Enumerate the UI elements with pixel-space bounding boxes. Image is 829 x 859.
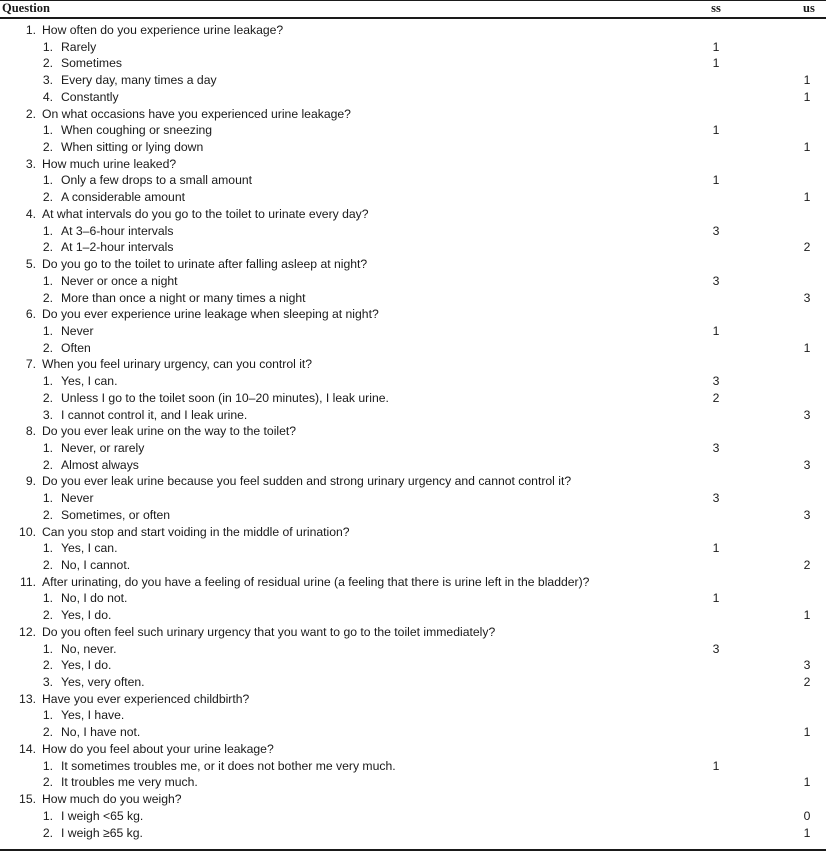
option-text: No, I have not. [61,725,141,740]
question-text: How often do you experience urine leakage? [42,23,284,37]
option-text: I weigh <65 kg. [61,808,144,823]
option-text: Yes, very often. [61,675,145,690]
us-score: 3 [803,658,811,673]
option-text: Yes, I can. [61,541,118,556]
ss-score: 1 [712,758,720,773]
option-row [0,72,829,89]
option-row [0,139,829,156]
option-row [0,172,829,189]
us-score: 1 [803,608,811,623]
question-text: Can you stop and start voiding in the middle of urination? [42,524,350,539]
question-row [0,624,829,641]
option-row [0,724,829,741]
option-text: Sometimes [61,56,122,71]
ss-score: 1 [712,591,720,606]
question-row [0,574,829,591]
question-row [0,22,829,39]
option-row [0,540,829,557]
option-row [0,223,829,240]
option-row [0,440,829,457]
table-header-rule [0,17,826,19]
ss-score: 1 [712,123,720,138]
question-text: After urinating, do you have a feeling of residual urine (a feeling that there is urine left in the bladder)? [42,574,590,589]
question-number: 12. [19,624,36,639]
option-text: I weigh ≥65 kg. [61,825,143,840]
option-text: Yes, I can. [61,374,118,389]
option-number: 2. [42,140,53,155]
option-number: 4. [42,89,53,104]
question-text: Do you often feel such urinary urgency that you want to go to the toilet immediately? [42,624,496,639]
question-number: 9. [25,474,36,489]
question-row [0,206,829,223]
option-text: Unless I go to the toilet soon (in 10–20 minutes), I leak urine. [61,390,389,405]
option-text: When sitting or lying down [61,140,204,155]
option-number: 1. [42,323,53,338]
option-number: 2. [42,56,53,71]
option-text: Yes, I have. [61,708,125,723]
option-number: 1. [42,758,53,773]
question-row [0,741,829,758]
option-number: 1. [42,374,53,389]
option-row [0,457,829,474]
question-number: 4. [25,206,36,221]
option-number: 1. [42,491,53,506]
option-number: 2. [42,725,53,740]
us-score: 1 [803,190,811,205]
option-row [0,373,829,390]
option-row [0,490,829,507]
us-score: 3 [803,290,811,305]
option-text: Only a few drops to a small amount [61,173,253,188]
option-row [0,590,829,607]
option-row [0,89,829,106]
option-number: 2. [42,340,53,355]
option-text: Every day, many times a day [61,73,217,88]
header-question: Question [2,1,50,15]
option-number: 1. [42,273,53,288]
question-number: 11. [19,574,36,589]
option-text: Sometimes, or often [61,507,171,522]
option-row [0,607,829,624]
option-row [0,657,829,674]
question-number: 13. [19,691,36,706]
question-row [0,256,829,273]
us-score: 1 [803,775,811,790]
option-number: 1. [42,123,53,138]
option-row [0,557,829,574]
option-row [0,323,829,340]
option-number: 2. [42,608,53,623]
option-text: At 3–6-hour intervals [61,223,174,238]
option-row [0,290,829,307]
option-text: No, never. [61,641,117,656]
option-number: 2. [42,507,53,522]
option-row [0,122,829,139]
option-row [0,641,829,658]
question-row [0,356,829,373]
question-text: At what intervals do you go to the toilet to urinate every day? [42,206,369,221]
option-row [0,808,829,825]
option-text: Almost always [61,457,139,472]
question-text: Have you ever experienced childbirth? [42,691,250,706]
us-score: 1 [803,725,811,740]
option-number: 2. [42,240,53,255]
ss-score: 3 [712,440,720,455]
option-row [0,825,829,842]
option-number: 3. [42,407,53,422]
option-text: Never or once a night [61,273,178,288]
option-number: 2. [42,390,53,405]
option-text: Never, or rarely [61,440,145,455]
option-number: 1. [42,708,53,723]
option-row [0,774,829,791]
option-number: 2. [42,290,53,305]
question-row [0,306,829,323]
option-row [0,674,829,691]
option-row [0,239,829,256]
option-number: 2. [42,825,53,840]
question-number: 14. [19,741,36,756]
option-number: 1. [42,223,53,238]
question-number: 6. [25,307,36,322]
question-row [0,156,829,173]
question-number: 1. [25,23,36,37]
header-ss: ss [711,1,721,15]
option-text: When coughing or sneezing [61,123,213,138]
question-text: How much urine leaked? [42,156,177,171]
us-score: 3 [803,457,811,472]
option-text: Yes, I do. [61,608,112,623]
option-number: 2. [42,558,53,572]
ss-score: 1 [712,39,720,54]
question-row [0,791,829,808]
ss-score: 2 [712,390,720,405]
question-text: How do you feel about your urine leakage? [42,741,274,756]
ss-score: 1 [712,323,720,338]
question-number: 8. [25,424,36,439]
us-score: 2 [803,675,811,690]
question-text: On what occasions have you experienced urine leakage? [42,106,351,121]
option-text: Yes, I do. [61,658,112,673]
ss-score: 3 [712,273,720,288]
option-row [0,507,829,524]
option-number: 1. [42,173,53,188]
option-text: It sometimes troubles me, or it does not bother me very much. [61,758,396,773]
question-number: 15. [19,792,36,807]
table-top-rule [0,0,826,1]
us-score: 2 [803,558,811,572]
question-row [0,691,829,708]
option-text: Never [61,491,94,506]
option-row [0,189,829,206]
ss-score: 1 [712,173,720,188]
us-score: 1 [803,89,811,104]
option-text: Constantly [61,89,119,104]
question-text: Do you ever leak urine on the way to the toilet? [42,424,297,439]
question-row [0,106,829,123]
option-text: No, I cannot. [61,558,131,572]
ss-score: 3 [712,223,720,238]
option-text: I cannot control it, and I leak urine. [61,407,248,422]
question-row [0,473,829,490]
table-bottom-rule [0,849,826,851]
option-row [0,273,829,290]
option-row [0,39,829,56]
option-text: A considerable amount [61,190,185,205]
option-number: 2. [42,457,53,472]
us-score: 3 [803,507,811,522]
option-row [0,758,829,775]
option-number: 3. [42,675,53,690]
question-number: 10. [19,524,36,539]
us-score: 1 [803,73,811,88]
ss-score: 3 [712,491,720,506]
option-text: Rarely [61,39,97,54]
option-text: More than once a night or many times a night [61,290,306,305]
option-number: 2. [42,190,53,205]
us-score: 1 [803,340,811,355]
option-text: Never [61,323,94,338]
option-text: At 1–2-hour intervals [61,240,174,255]
question-text: Do you go to the toilet to urinate after falling asleep at night? [42,257,368,272]
option-row [0,390,829,407]
option-row [0,55,829,72]
us-score: 1 [803,140,811,155]
option-number: 2. [42,658,53,673]
us-score: 1 [803,825,811,840]
question-text: When you feel urinary urgency, can you control it? [42,357,313,372]
ss-score: 3 [712,641,720,656]
option-text: Often [61,340,91,355]
option-number: 2. [42,775,53,790]
question-text: Do you ever leak urine because you feel sudden and strong urinary urgency and cannot control it? [42,474,572,489]
option-row [0,407,829,424]
table-body [0,22,829,841]
option-number: 1. [42,808,53,823]
ss-score: 1 [712,541,720,556]
question-row [0,423,829,440]
option-number: 1. [42,440,53,455]
us-score: 2 [803,240,811,255]
option-number: 1. [42,641,53,656]
ss-score: 3 [712,374,720,389]
question-row [0,524,829,541]
header-us: us [803,1,815,15]
option-number: 1. [42,591,53,606]
option-row [0,340,829,357]
option-number: 1. [42,541,53,556]
question-text: Do you ever experience urine leakage when sleeping at night? [42,307,379,322]
ss-score: 1 [712,56,720,71]
option-text: It troubles me very much. [61,775,198,790]
question-number: 7. [25,357,36,372]
option-row [0,707,829,724]
question-number: 3. [25,156,36,171]
option-text: No, I do not. [61,591,128,606]
us-score: 3 [803,407,811,422]
option-number: 1. [42,39,53,54]
question-text: How much do you weigh? [42,792,182,807]
us-score: 0 [803,808,811,823]
option-number: 3. [42,73,53,88]
question-number: 2. [25,106,36,121]
question-number: 5. [25,257,36,272]
